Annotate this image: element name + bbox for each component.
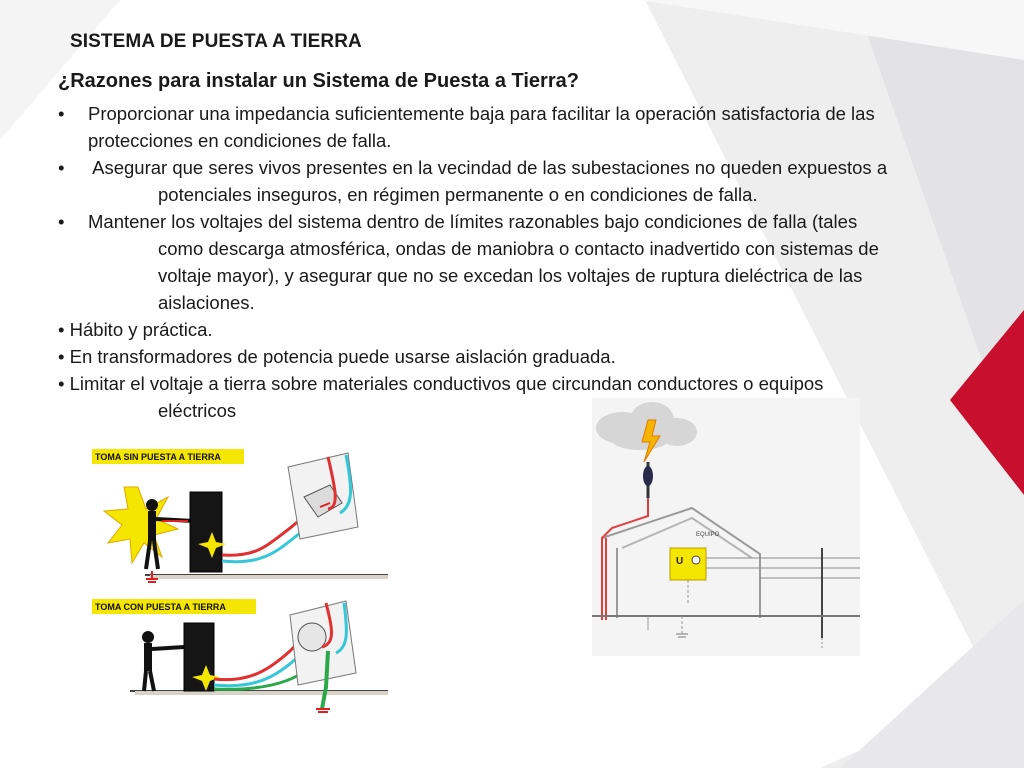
bullet-line [58,370,988,397]
bullet-text: En transformadores de potencia puede usarse aislación graduada. [69,346,616,367]
bullet-text: Hábito y práctica. [69,319,213,340]
house-lightning-grounding-illustration [592,398,860,656]
question-heading: ¿Razones para instalar un Sistema de Puesta a Tierra? [58,70,579,92]
equipment-label: EQUIPO [696,532,720,538]
bullet-line: Proporcionar una impedancia suficientemente baja para facilitar la operación satisfactoria de las [88,103,875,124]
label-bottom: TOMA CON PUESTA A TIERRA [95,602,226,612]
grounding-socket-illustration [90,447,390,719]
bullet-line: potenciales inseguros, en régimen permanente o en condiciones de falla. [158,184,758,205]
bullet-marker: • [58,346,65,367]
bullet-marker: • [58,373,65,394]
bullet-line [58,316,988,343]
appliance-box [190,492,222,572]
bullet-list [58,100,988,424]
bullet-marker: • [58,157,65,178]
bullet-item [58,154,988,208]
bullet-text: Limitar el voltaje a tierra sobre materiales conductivos que circundan conductores o equipos [69,373,824,394]
bullet-marker: • [58,211,65,232]
slide-title: SISTEMA DE PUESTA A TIERRA [70,31,362,52]
bullet-line: como descarga atmosférica, ondas de maniobra o contacto inadvertido con sistemas de [158,238,879,259]
bullet-item [58,343,988,370]
bullet-line: Asegurar que seres vivos presentes en la vecindad de las subestaciones no queden expuestos a [88,157,888,178]
bullet-line: aislaciones. [158,292,255,313]
meter-label: U [676,556,684,567]
bullet-line: Mantener los voltajes del sistema dentro de límites razonables bajo condiciones de falla (tales [88,211,858,232]
bullet-line: eléctricos [158,400,237,421]
bullet-item [58,100,988,154]
bullet-line: voltaje mayor), y asegurar que no se excedan los voltajes de ruptura dieléctrica de las [158,265,863,286]
bullet-item [58,208,988,316]
bullet-marker: • [58,103,65,124]
bullet-item [58,316,988,343]
bullet-line [58,343,988,370]
bullet-line: protecciones en condiciones de falla. [88,130,392,151]
bullet-marker: • [58,319,65,340]
label-top: TOMA SIN PUESTA A TIERRA [95,452,221,462]
